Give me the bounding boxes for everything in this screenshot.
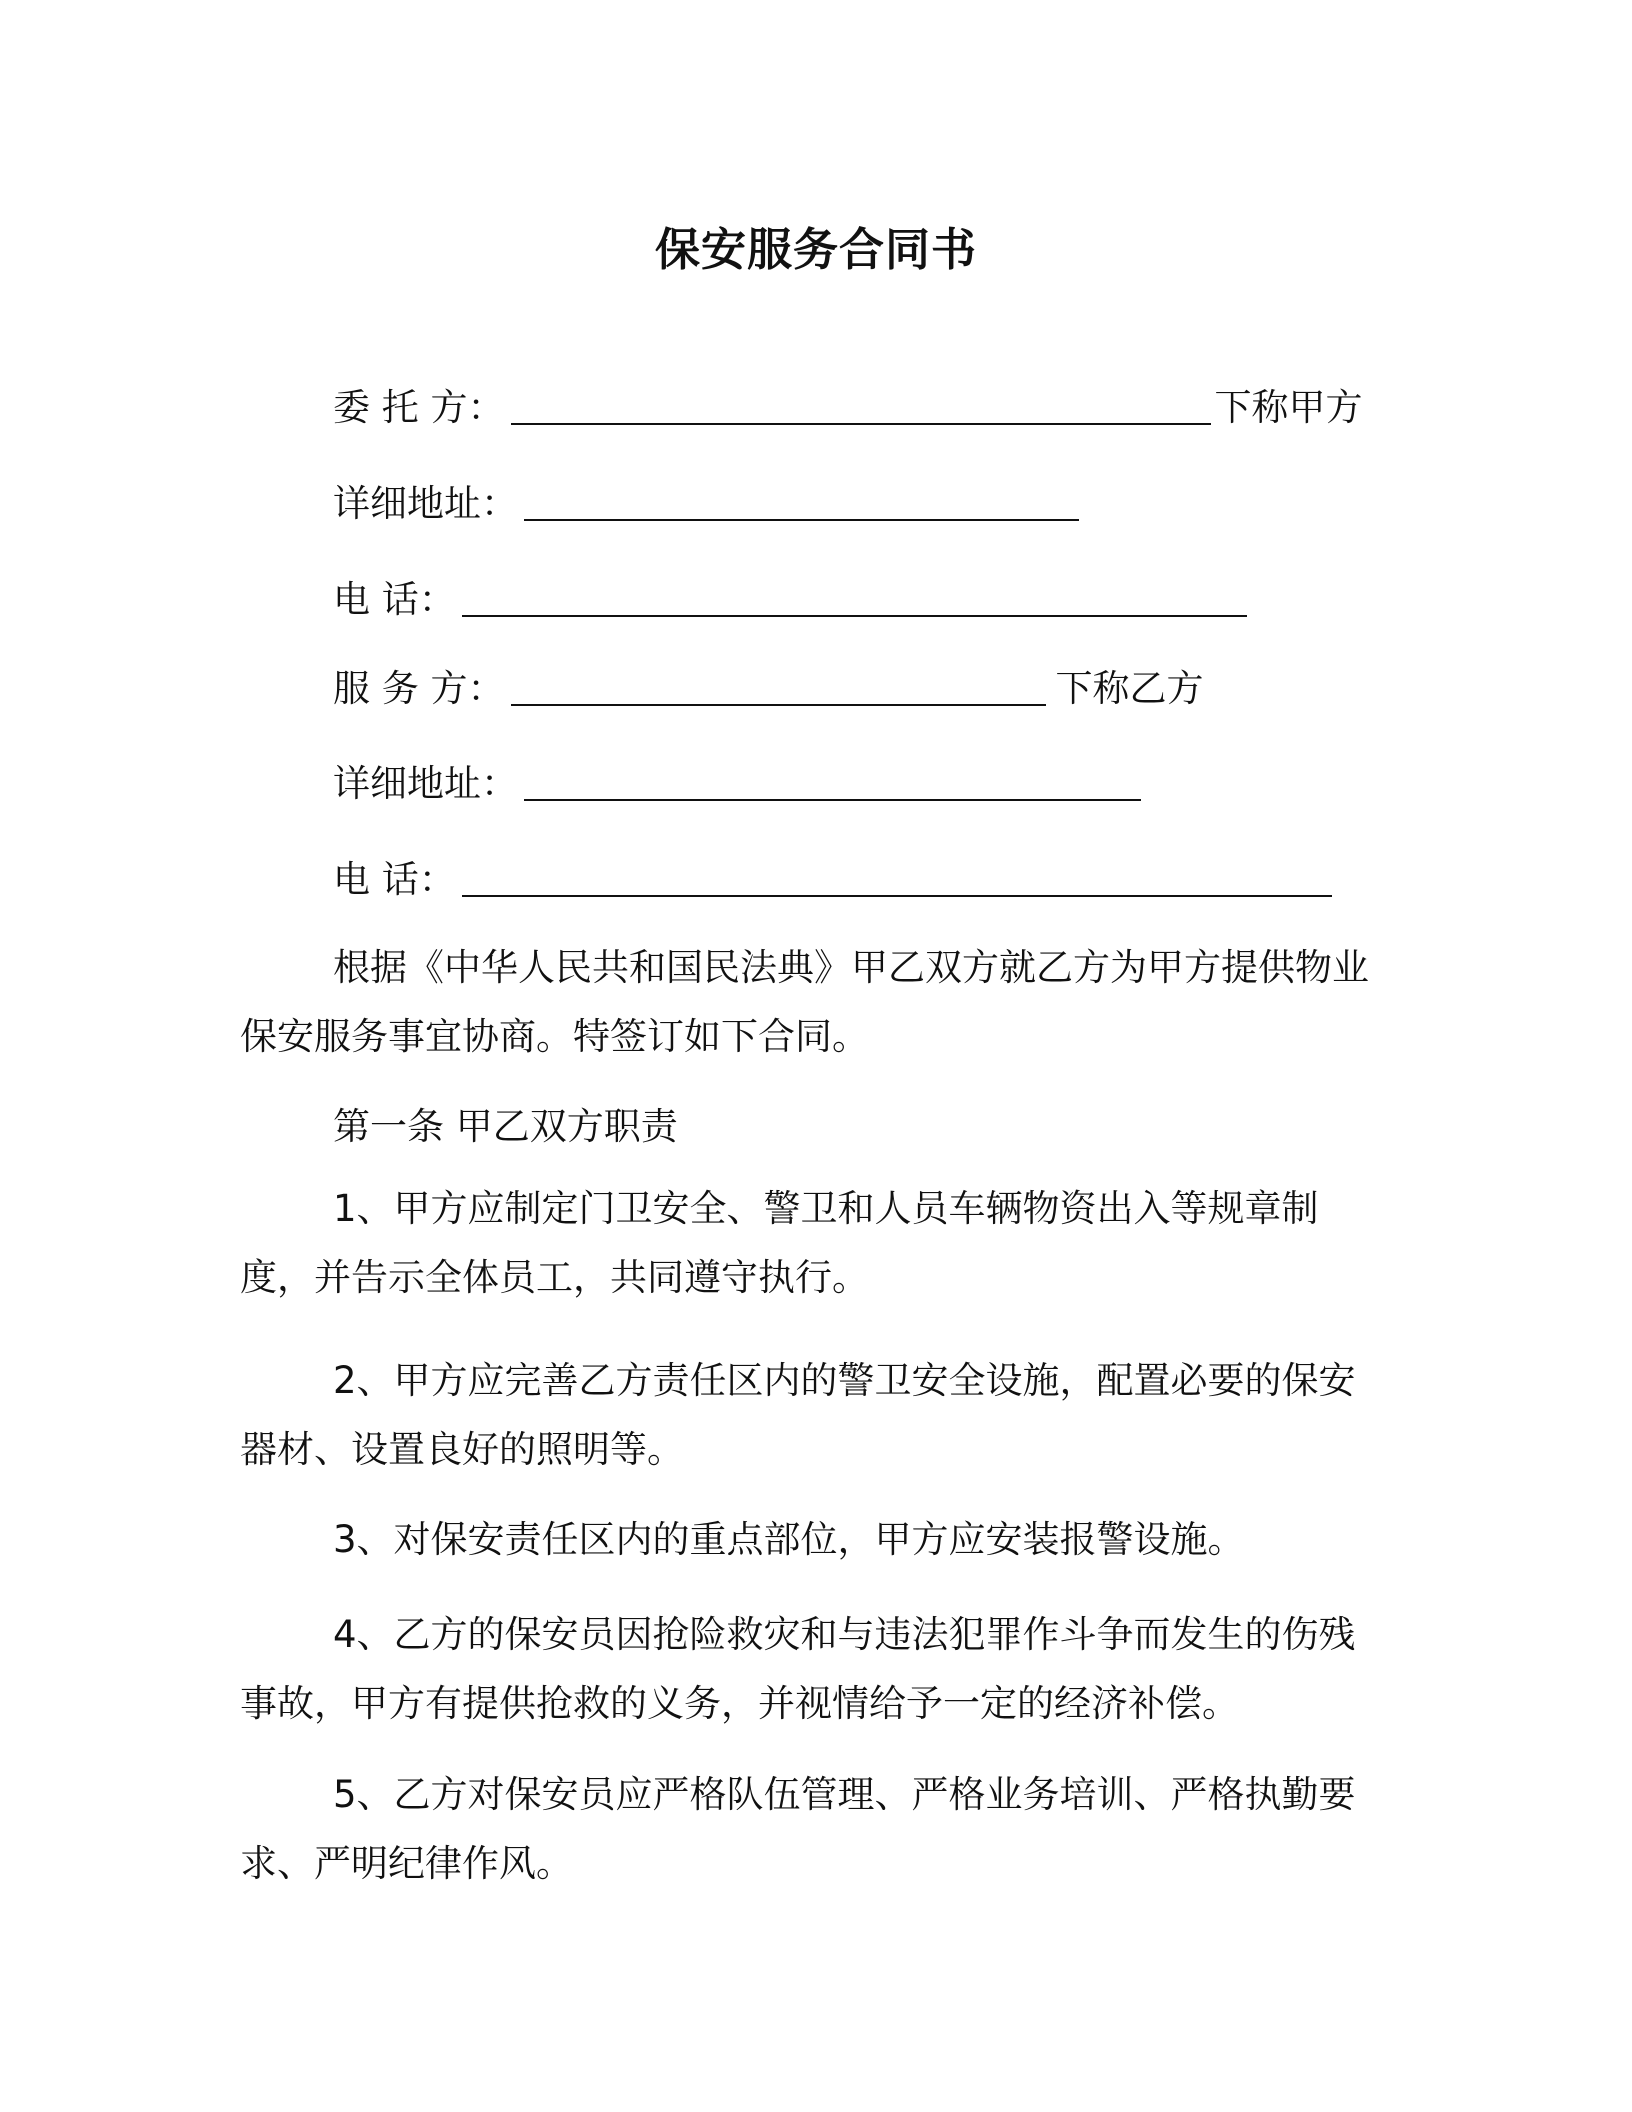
clause-5: 5、乙方对保安员应严格队伍管理、严格业务培训、严格执勤要求、严明纪律作风。 (240, 1773, 1356, 1885)
clause-1: 1、甲方应制定门卫安全、警卫和人员车辆物资出入等规章制度，并告示全体员工，共同遵守执行。 (240, 1187, 1319, 1299)
clause-2: 2、甲方应完善乙方责任区内的警卫安全设施，配置必要的保安器材、设置良好的照明等。 (240, 1359, 1356, 1471)
client-field (333, 383, 1363, 433)
provider-address-field (333, 759, 1141, 809)
document-title: 保安服务合同书 (654, 223, 977, 276)
client-label: 委 托 方： (333, 386, 505, 429)
provider-phone-label: 电 话： (333, 858, 456, 901)
provider-address-blank[interactable] (524, 763, 1141, 801)
provider-field (333, 664, 1204, 714)
provider-phone-field (333, 855, 1332, 905)
client-address-label: 详细地址： (333, 482, 518, 525)
client-name-blank[interactable] (511, 387, 1211, 425)
client-phone-blank[interactable] (462, 579, 1247, 617)
client-phone-field (333, 575, 1247, 625)
provider-phone-blank[interactable] (462, 859, 1332, 897)
provider-address-label: 详细地址： (333, 762, 518, 805)
provider-name-blank[interactable] (511, 668, 1046, 706)
article-1-heading: 第一条 甲乙双方职责 (333, 1105, 678, 1148)
client-suffix: 下称甲方 (1214, 386, 1363, 429)
clause-4: 4、乙方的保安员因抢险救灾和与违法犯罪作斗争而发生的伤残事故，甲方有提供抢救的义务，并视情给予一定的经济补偿。 (240, 1613, 1356, 1725)
provider-label: 服 务 方： (333, 667, 505, 710)
intro-paragraph: 根据《中华人民共和国民法典》甲乙双方就乙方为甲方提供物业保安服务事宜协商。特签订如下合同。 (240, 946, 1369, 1058)
client-address-blank[interactable] (524, 483, 1079, 521)
clause-3: 3、对保安责任区内的重点部位，甲方应安装报警设施。 (333, 1518, 1245, 1561)
client-phone-label: 电 话： (333, 578, 456, 621)
provider-suffix: 下称乙方 (1055, 667, 1204, 710)
client-address-field (333, 479, 1079, 529)
